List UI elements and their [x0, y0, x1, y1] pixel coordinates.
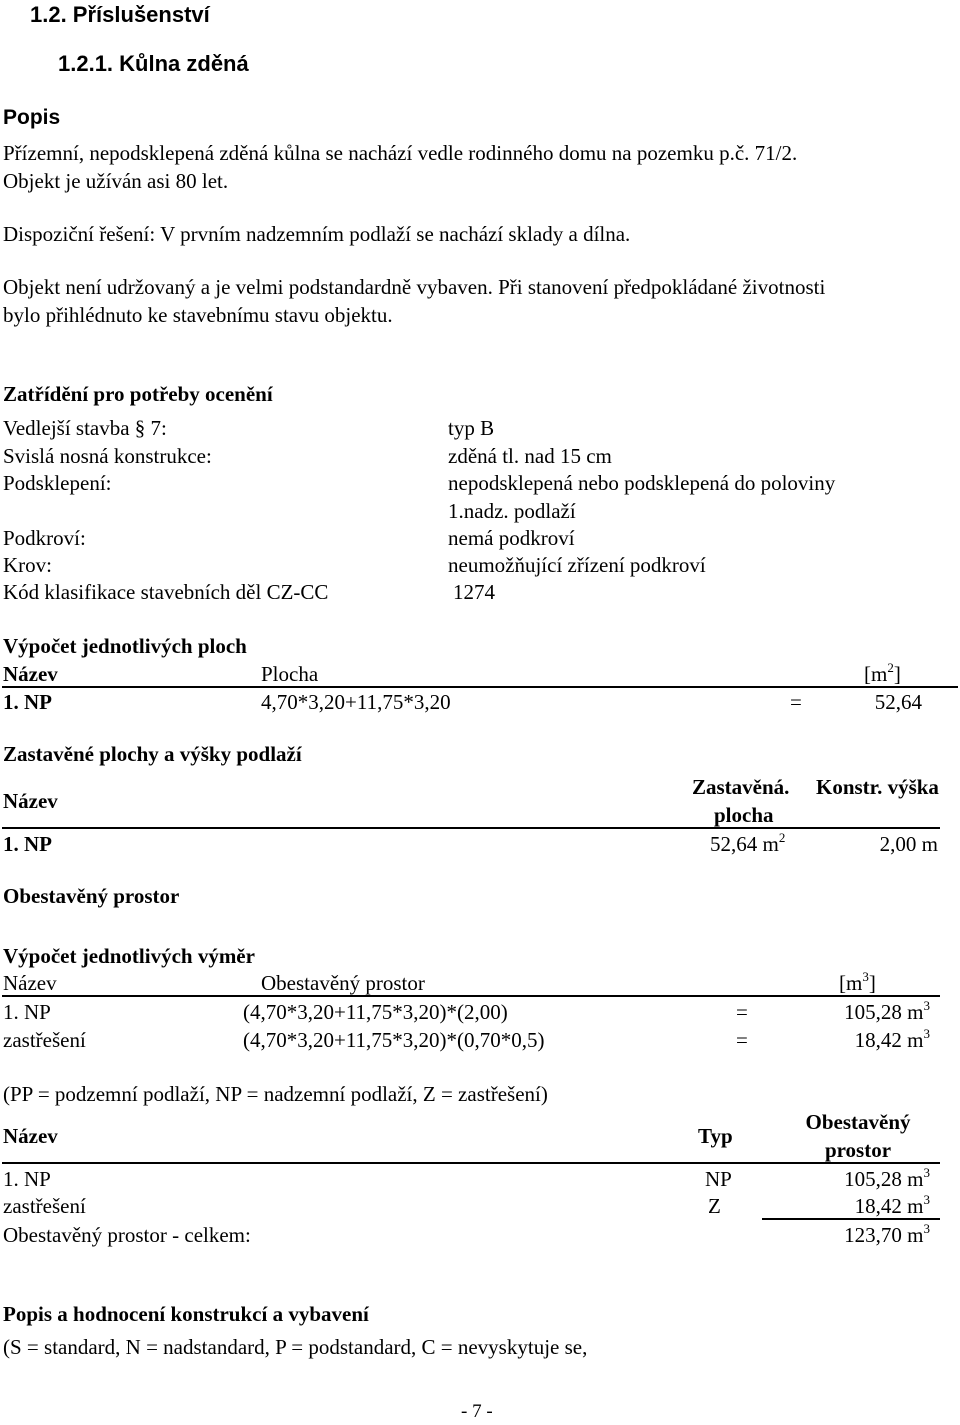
konstrukce-title: Popis a hodnocení konstrukcí a vybavení	[3, 1302, 369, 1326]
popis-paragraph-3-line-1: Objekt není udržovaný a je velmi podstandardně vybaven. Při stanovení předpokládané životnosti	[3, 275, 826, 299]
zatrideni-value: typ B	[448, 416, 495, 440]
obestaveny-title: Obestavěný prostor	[3, 884, 180, 908]
plochy-row-formula: 4,70*3,20+11,75*3,20	[261, 690, 451, 714]
vymery-row-value: 105,28 $m^3$	[844, 998, 930, 1024]
heading-subsection: 1.2.1. Kůlna zděná	[58, 51, 249, 76]
zastavene-row-name: 1. NP	[3, 832, 52, 856]
souhrn-row-value: 105,28 $m^3$	[844, 1165, 930, 1191]
zatrideni-value: neumožňující zřízení podkroví	[448, 553, 706, 577]
vymery-header-prostor: Obestavěný prostor	[261, 971, 425, 995]
zastavene-header-name: Název	[3, 789, 58, 813]
souhrn-row-name: 1. NP	[3, 1167, 51, 1191]
plochy-header-plocha: Plocha	[261, 662, 319, 686]
souhrn-total-label: Obestavěný prostor - celkem:	[3, 1223, 251, 1247]
souhrn-row-typ: NP	[705, 1167, 732, 1191]
popis-title: Popis	[3, 106, 61, 129]
abbreviation-legend: (PP = podzemní podlaží, NP = nadzemní podlaží, Z = zastřešení)	[3, 1082, 548, 1106]
zatrideni-value: nepodsklepená nebo podsklepená do poloviny	[448, 471, 836, 495]
vymery-row-equals: =	[736, 1000, 748, 1024]
popis-paragraph-1-line-2: Objekt je užíván asi 80 let.	[3, 169, 229, 193]
popis-paragraph-1-line-1: Přízemní, nepodsklepená zděná kůlna se nachází vedle rodinného domu na pozemku p.č. 71/2.	[3, 141, 798, 165]
vymery-row-name: 1. NP	[3, 1000, 51, 1024]
vymery-row-value: 18,42 $m^3$	[854, 1026, 930, 1052]
zatrideni-label: Podsklepení:	[3, 471, 112, 495]
vymery-header-name: Název	[3, 971, 57, 995]
table-divider	[2, 995, 940, 997]
souhrn-row-typ: Z	[708, 1194, 721, 1218]
vymery-row-equals: =	[736, 1028, 748, 1052]
souhrn-row-name: zastřešení	[3, 1194, 86, 1218]
popis-paragraph-3-line-2: bylo přihlédnuto ke stavebnímu stavu objektu.	[3, 303, 393, 327]
plochy-row-value: 52,64	[874, 690, 922, 714]
vymery-row-formula: (4,70*3,20+11,75*3,20)*(0,70*0,5)	[243, 1028, 545, 1052]
page-number: - 7 -	[461, 1401, 493, 1422]
konstrukce-legend: (S = standard, N = nadstandard, P = podstandard, C = nevyskytuje se,	[3, 1335, 588, 1359]
zastavene-header-area-line-2: plocha	[714, 803, 774, 827]
popis-paragraph-2: Dispoziční řešení: V prvním nadzemním podlaží se nachází sklady a dílna.	[3, 222, 631, 246]
zastavene-title: Zastavěné plochy a výšky podlaží	[3, 742, 302, 766]
souhrn-header-name: Název	[3, 1124, 58, 1148]
zatrideni-value: zděná tl. nad 15 cm	[448, 444, 612, 468]
zatrideni-value: 1274	[453, 580, 495, 604]
zatrideni-label: Kód klasifikace stavebních děl CZ-CC	[3, 580, 329, 604]
zatrideni-label: Podkroví:	[3, 526, 86, 550]
zatrideni-value-continued: 1.nadz. podlaží	[448, 499, 576, 523]
souhrn-header-typ: Typ	[698, 1124, 733, 1148]
plochy-title: Výpočet jednotlivých ploch	[3, 634, 247, 658]
zastavene-row-height: 2,00 m	[879, 832, 938, 856]
zastavene-row-area: 52,64 $m^2$	[710, 830, 786, 856]
souhrn-header-prostor: Obestavěný	[805, 1110, 911, 1134]
vymery-title: Výpočet jednotlivých výměr	[3, 944, 255, 968]
zastavene-header-area: Zastavěná.	[692, 775, 790, 799]
heading-section: 1.2. Příslušenství	[30, 2, 210, 27]
zatrideni-label: Krov:	[3, 553, 52, 577]
vymery-header-unit: $[m^3]$	[839, 969, 876, 995]
table-divider	[2, 686, 958, 688]
plochy-row-equals: =	[790, 690, 802, 714]
vymery-row-name: zastřešení	[3, 1028, 86, 1052]
plochy-header-name: Název	[3, 662, 58, 686]
zastavene-header-height: Konstr. výška	[816, 775, 939, 799]
zatrideni-label: Vedlejší stavba § 7:	[3, 416, 167, 440]
souhrn-row-value: 18,42 $m^3$	[854, 1192, 930, 1218]
zatrideni-label: Svislá nosná konstrukce:	[3, 444, 212, 468]
total-divider	[762, 1218, 940, 1220]
souhrn-total-value: 123,70 $m^3$	[844, 1221, 930, 1247]
table-divider	[2, 827, 940, 829]
plochy-row-name: 1. NP	[3, 690, 52, 714]
table-divider	[2, 1162, 940, 1164]
zatrideni-title: Zatřídění pro potřeby ocenění	[3, 382, 273, 406]
zatrideni-value: nemá podkroví	[448, 526, 575, 550]
plochy-header-unit: $[m^2]$	[864, 660, 901, 686]
vymery-row-formula: (4,70*3,20+11,75*3,20)*(2,00)	[243, 1000, 508, 1024]
souhrn-header-prostor-line-2: prostor	[824, 1138, 892, 1162]
